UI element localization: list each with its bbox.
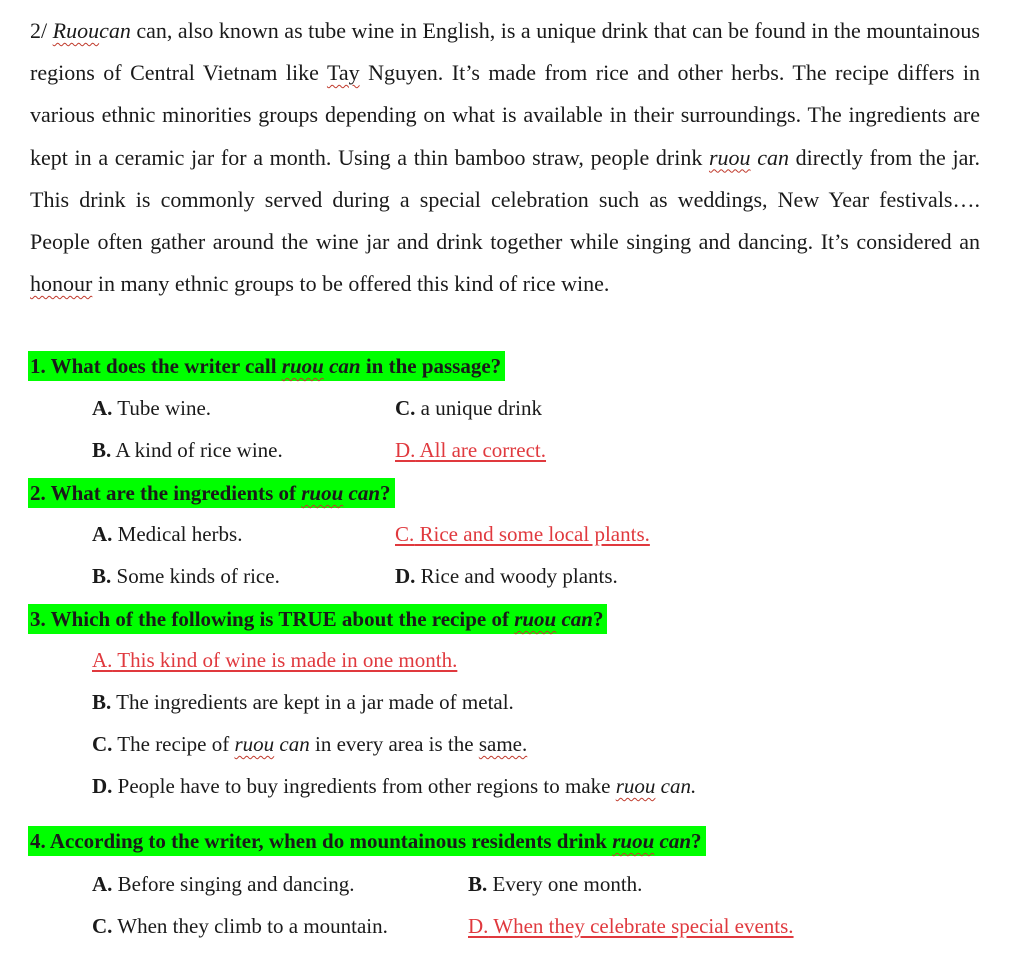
q2-option-a[interactable]: A. Medical herbs. <box>92 522 243 546</box>
q2-option-b[interactable]: B. Some kinds of rice. <box>92 564 280 588</box>
q4-option-d-correct[interactable]: D. When they celebrate special events. <box>468 914 794 938</box>
reading-passage <box>30 10 980 305</box>
q4-option-a[interactable]: A. Before singing and dancing. <box>92 872 355 896</box>
q4-option-c[interactable]: C. When they climb to a mountain. <box>92 914 388 938</box>
q2-option-d[interactable]: D. Rice and woody plants. <box>395 564 618 588</box>
term-can: can <box>99 18 131 43</box>
q1-option-d-correct[interactable]: D. All are correct. <box>395 438 547 462</box>
question-4: 4. According to the writer, when do mountainous residents drink ruou can? <box>28 826 706 856</box>
word-honour: honour <box>30 271 93 297</box>
term-can-2: can <box>750 144 789 170</box>
question-2: 2. What are the ingredients of ruou can? <box>28 478 395 508</box>
q3-option-c[interactable]: C. The recipe of ruou can in every area is the same. <box>92 732 528 756</box>
passage-segment-2: Nguyen. It’s made from rice and other herbs. The recipe differs in various ethnic minorities groups depending on what is available in their surroundings. The ingredients are kept in a ceramic jar for a month. Using a thin bamboo straw, people drink <box>30 60 980 170</box>
q4-option-b[interactable]: B. Every one month. <box>468 872 643 896</box>
passage-number: 2/ <box>30 18 53 43</box>
q1-option-c[interactable]: C. a unique drink <box>395 396 542 420</box>
q1-option-b[interactable]: B. A kind of rice wine. <box>92 438 283 462</box>
question-3: 3. Which of the following is TRUE about the recipe of ruou can? <box>28 604 607 634</box>
question-1: 1. What does the writer call ruou can in the passage? <box>28 351 505 381</box>
q3-option-d[interactable]: D. People have to buy ingredients from other regions to make ruou can. <box>92 774 697 798</box>
q1-option-a[interactable]: A. Tube wine. <box>92 396 212 420</box>
passage-text <box>30 10 980 305</box>
passage-segment-4: in many ethnic groups to be offered this kind of rice wine. <box>92 271 610 297</box>
q3-option-b[interactable]: B. The ingredients are kept in a jar made of metal. <box>92 690 514 714</box>
q3-option-a-correct[interactable]: A. This kind of wine is made in one month. <box>92 648 458 672</box>
q2-option-c-correct[interactable]: C. Rice and some local plants. <box>395 522 650 546</box>
passage-segment-1: can, also known as tube wine in English, is a unique drink that can be found in the mountainous regions of Central Vietnam like <box>30 18 980 86</box>
passage-segment-3: directly from the jar. This drink is commonly served during a special celebration such as weddings, New Year festivals…. People often gather around the wine jar and drink together while singing and dancing. It’s considered an <box>30 144 980 255</box>
term-ruou-2: ruou <box>708 144 751 170</box>
place-tay: Tay <box>326 60 360 86</box>
term-ruou: Ruou <box>52 18 100 43</box>
